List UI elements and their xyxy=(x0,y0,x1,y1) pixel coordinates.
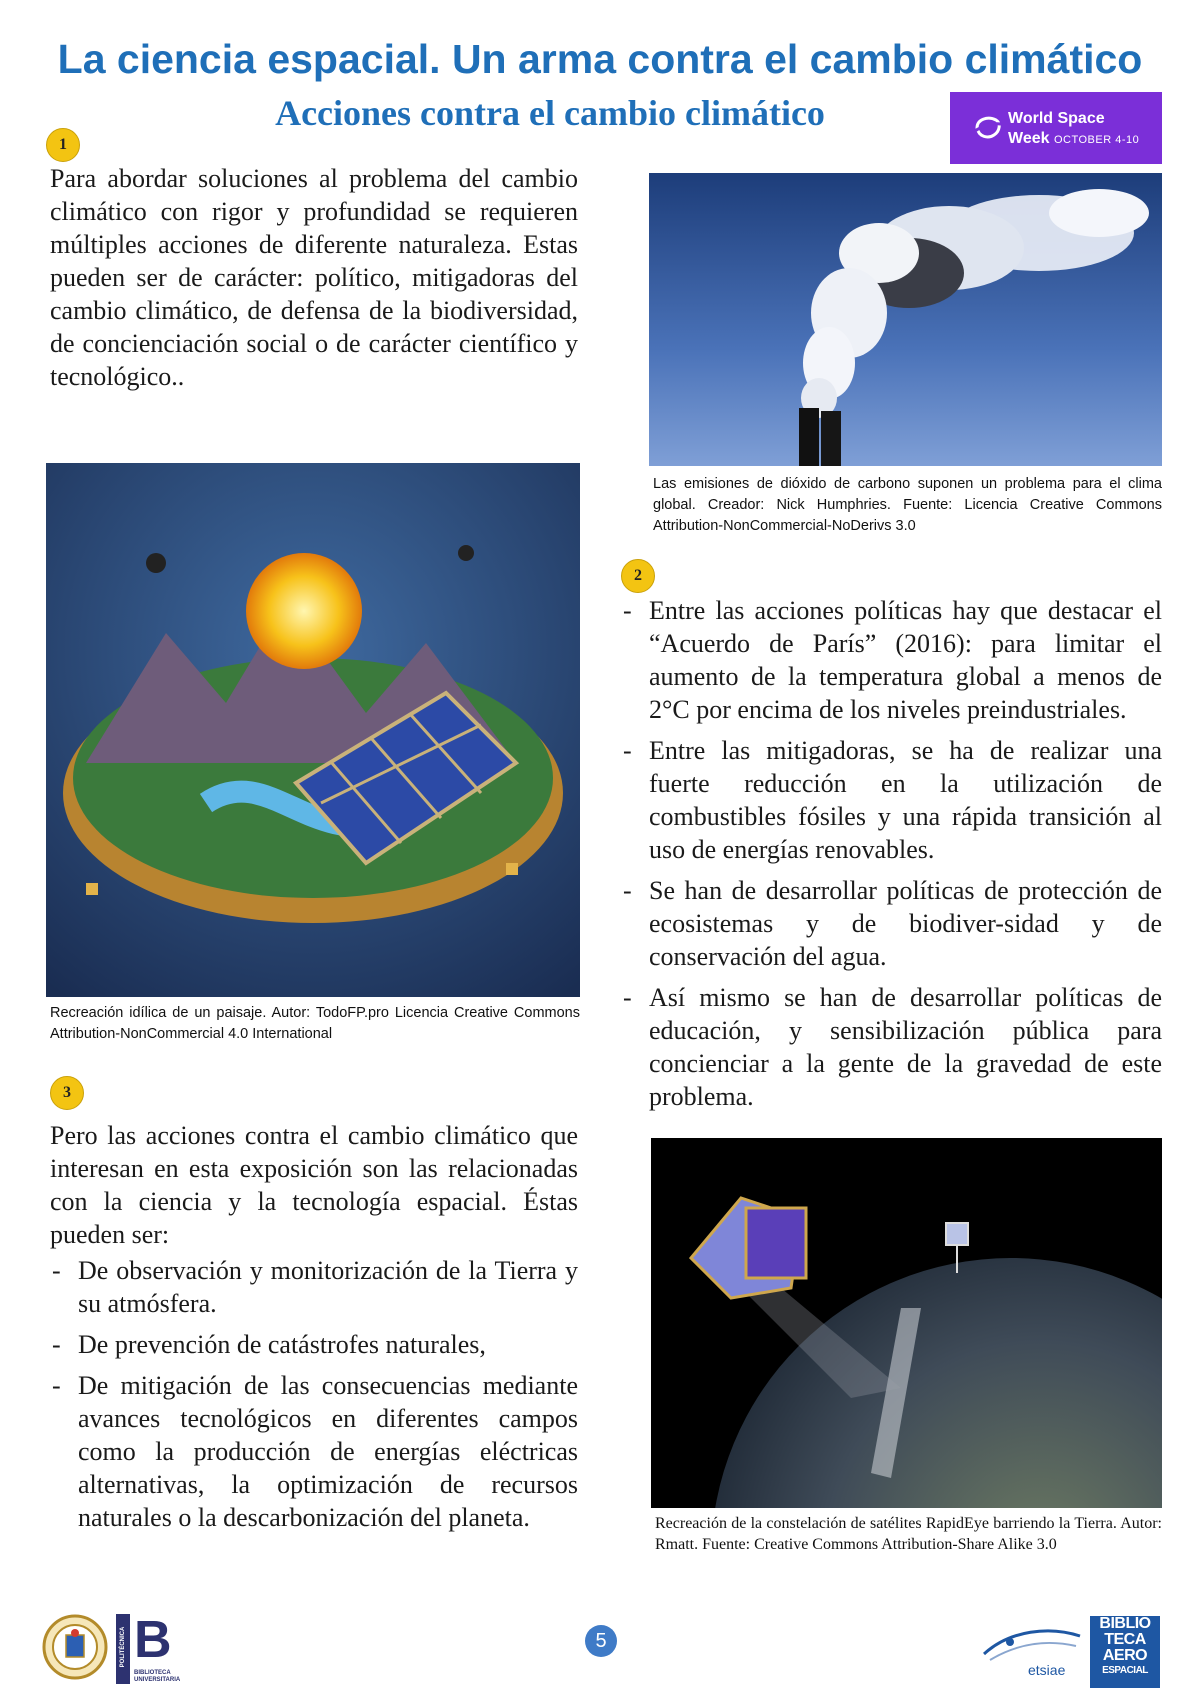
bib-line-2: TECA xyxy=(1104,1631,1146,1648)
bib-line-4: ESPACIAL xyxy=(1102,1665,1148,1676)
section-2-item-paris: - Entre las acciones políticas hay que destacar el “Acuerdo de París” (2016): para limitar el aumento de la temperatura global a menos de 2°C por encima de los niveles preindustriales. xyxy=(621,594,1162,726)
section-3-item-mitigation: - De mitigación de las consecuencias mediante avances tecnológicos en diferentes campos como la producción de energías eléctricas alternativas, la optimización de recursos naturales o la descarbonización del planeta. xyxy=(50,1369,578,1534)
satellites-image xyxy=(651,1138,1162,1508)
upm-seal-logo xyxy=(42,1611,108,1683)
biblioteca-universitaria-logo xyxy=(116,1611,182,1684)
bu-label: BIBLIOTECA UNIVERSITARIA xyxy=(134,1670,181,1683)
section-2-list xyxy=(621,594,1162,1121)
wsw-line1: World Space xyxy=(1008,110,1105,127)
bu-vertical-label: POLITÉCNICA xyxy=(120,1626,126,1668)
section-3-intro: Pero las acciones contra el cambio climático que interesan en esta exposición son las relacionadas con la ciencia y la tecnología espacial. Éstas pueden ser: xyxy=(50,1121,578,1249)
etsiae-swoosh-icon xyxy=(980,1620,1084,1664)
section-2-item-ecosystems: - Se han de desarrollar políticas de protección de ecosistemas y de biodiver-sidad y de conservación del agua. xyxy=(621,874,1162,973)
solar-landscape-image xyxy=(46,463,580,997)
section-2-item-education: - Así mismo se han de desarrollar políticas de educación, y sensibilización pública para concienciar a la gente de la gravedad de este problema. xyxy=(621,981,1162,1113)
smoke-stack-illustration xyxy=(649,173,1162,466)
bib-line-3: AERO xyxy=(1102,1647,1148,1664)
satellites-image-caption: Recreación de la constelación de satélites RapidEye barriendo la Tierra. Autor: Rmatt. Fuente: Creative Commons Attribution-Share Alike 3.0 xyxy=(655,1515,1162,1553)
section-3-item-observation: - De observación y monitorización de la Tierra y su atmósfera. xyxy=(50,1254,578,1320)
smoke-stack-image xyxy=(649,173,1162,466)
biblioteca-aeroespacial-logo xyxy=(1090,1616,1160,1688)
section-3-item-prevention: - De prevención de catástrofes naturales, xyxy=(50,1328,578,1361)
satellites-illustration xyxy=(651,1138,1162,1508)
section-2-item-mitigation: - Entre las mitigadoras, se ha de realizar una fuerte reducción en la utilización de combustibles fósiles y una rápida transición al uso de energías renovables. xyxy=(621,734,1162,866)
section-3-badge: 3 xyxy=(50,1076,84,1110)
section-1-text: Para abordar soluciones al problema del cambio climático con rigor y profundidad se requieren múltiples acciones de diferente naturaleza. Estas pueden ser de carácter: político, mitigadoras del cambio climático, de defensa de la biodiversidad, de concienciación social o de carácter científico y tecnológico.. xyxy=(50,164,578,391)
upm-seal-icon xyxy=(42,1611,108,1683)
bu-vertical-bar xyxy=(116,1614,130,1684)
wsw-dates: OCTOBER 4-10 xyxy=(1053,134,1140,146)
page-number: 5 xyxy=(585,1625,617,1657)
bu-b-letter: B xyxy=(134,1611,172,1669)
page-title: La ciencia espacial. Un arma contra el cambio climático xyxy=(57,36,1143,82)
smoke-image-caption: Las emisiones de dióxido de carbono suponen un problema para el clima global. Creador: Nick Humphries. Fuente: Licencia Creative Commons Attribution-NonCommercial-NoDerivs 3.0 xyxy=(653,476,1162,534)
etsiae-label: etsiae xyxy=(1028,1662,1066,1678)
wsw-line2 xyxy=(1008,130,1139,148)
page-subtitle: Acciones contra el cambio climático xyxy=(275,93,825,133)
section-1-badge: 1 xyxy=(46,128,80,162)
etsiae-logo xyxy=(980,1620,1084,1682)
section-2-badge: 2 xyxy=(621,559,655,593)
section-3-list xyxy=(50,1254,578,1542)
landscape-image-caption: Recreación idílica de un paisaje. Autor: TodoFP.pro Licencia Creative Commons Attribution-NonCommercial 4.0 International xyxy=(50,1005,580,1042)
bib-line-1: BIBLIO xyxy=(1099,1615,1151,1632)
world-space-week-badge xyxy=(950,92,1162,164)
world-space-week-logo-icon xyxy=(974,114,1002,140)
wsw-week: Week xyxy=(1008,130,1050,147)
solar-landscape-illustration xyxy=(46,463,580,997)
